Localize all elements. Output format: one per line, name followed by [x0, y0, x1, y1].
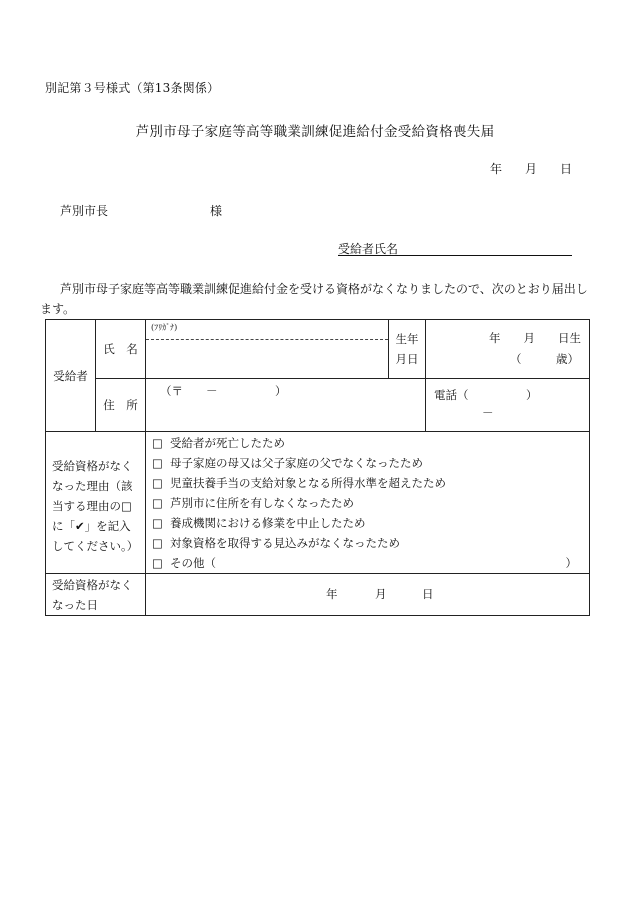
- address-field[interactable]: [146, 379, 426, 432]
- birth-label-line2: 月日: [395, 352, 419, 366]
- lost-date-field[interactable]: [146, 574, 590, 616]
- recipient-label: 受給者: [53, 368, 88, 383]
- reason-label-cell: [46, 432, 146, 574]
- name-label-cell: [96, 320, 146, 379]
- birth-date-value: 年 月 日生: [489, 331, 581, 345]
- checkbox-icon[interactable]: □: [152, 516, 163, 530]
- lost-date-month-label: 月: [375, 587, 387, 601]
- reason-item-no-longer-single-parent[interactable]: [152, 453, 589, 473]
- honorific: 様: [210, 204, 223, 218]
- recipient-label-cell: [46, 320, 96, 432]
- lost-date-label-cell: [46, 574, 146, 616]
- reason-item-training-stopped[interactable]: [152, 513, 589, 533]
- submit-date-day-label: 日: [560, 162, 573, 176]
- reason-item-moved-out[interactable]: [152, 493, 589, 513]
- submit-date-year-label: 年: [490, 162, 503, 176]
- address-label: 住 所: [103, 398, 138, 412]
- applicant-name-line[interactable]: [338, 255, 572, 256]
- form-reference: 別記第３号様式（第13条関係）: [45, 81, 220, 95]
- intro-text: 芦別市母子家庭等高等職業訓練促進給付金を受ける資格がなくなりましたので、次のとおり届出します。: [40, 282, 588, 316]
- postal-code-text: （〒 － ）: [160, 384, 287, 398]
- checkbox-icon[interactable]: □: [152, 536, 163, 550]
- reason-text: 児童扶養手当の支給対象となる所得水準を超えたため: [170, 476, 446, 490]
- reason-text: 養成機関における修業を中止したため: [170, 516, 366, 530]
- document-title: 芦別市母子家庭等高等職業訓練促進給付金受給資格喪失届: [135, 124, 495, 140]
- applicant-name-label: 受給者氏名: [338, 242, 399, 256]
- reason-label: 受給資格がなくなった理由（該当する理由の□に「✔」を記入してください。）: [52, 458, 139, 553]
- checkbox-icon[interactable]: □: [152, 436, 163, 450]
- reason-text: 対象資格を取得する見込みがなくなったため: [170, 536, 400, 550]
- checkbox-icon[interactable]: □: [152, 456, 163, 470]
- age-value: （ 歳）: [510, 352, 579, 366]
- reason-text: 母子家庭の母又は父子家庭の父でなくなったため: [170, 456, 423, 470]
- phone-label: 電話（ ）: [434, 388, 538, 402]
- lost-date-day-label: 日: [422, 587, 434, 601]
- phone-field[interactable]: [426, 379, 590, 432]
- lost-date-label: 受給資格がなくなった日: [52, 578, 133, 612]
- address-label-cell: [96, 379, 146, 432]
- reason-item-income-exceeded[interactable]: [152, 473, 589, 493]
- furigana-field[interactable]: [146, 320, 388, 340]
- name-label: 氏 名: [103, 342, 138, 356]
- birth-date-field[interactable]: [426, 320, 590, 379]
- addressee: 芦別市長: [60, 204, 109, 218]
- reason-text: その他（: [170, 556, 216, 570]
- other-close-paren: ）: [565, 556, 577, 570]
- furigana-label: (ﾌﾘｶﾞﾅ): [151, 323, 178, 332]
- checkbox-icon[interactable]: □: [152, 496, 163, 510]
- submit-date-month-label: 月: [525, 162, 538, 176]
- phone-dash: －: [482, 406, 494, 420]
- reason-item-other[interactable]: [152, 553, 589, 573]
- name-field[interactable]: [146, 320, 389, 379]
- checkbox-icon[interactable]: □: [152, 556, 163, 570]
- checkbox-icon[interactable]: □: [152, 476, 163, 490]
- reason-item-no-prospect[interactable]: [152, 533, 589, 553]
- reason-list: [146, 432, 590, 574]
- reason-text: 受給者が死亡したため: [170, 436, 285, 450]
- birth-label-cell: [389, 320, 426, 379]
- reason-text: 芦別市に住所を有しなくなったため: [170, 496, 354, 510]
- reason-item-death[interactable]: [152, 433, 589, 453]
- form-table: [45, 319, 590, 616]
- birth-label-line1: 生年: [395, 332, 419, 346]
- lost-date-year-label: 年: [326, 587, 338, 601]
